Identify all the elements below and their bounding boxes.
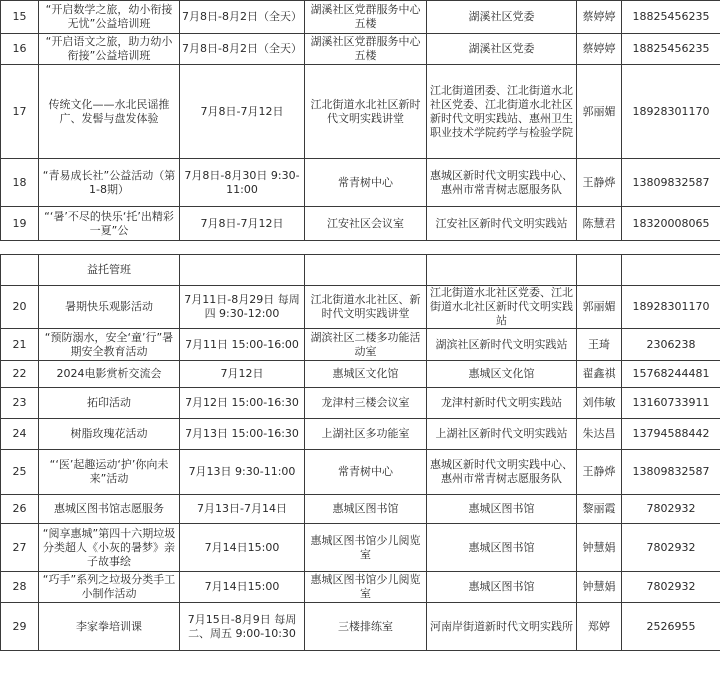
cell-location: 上湖社区多功能室 [305, 419, 427, 450]
cell-location: 湖溪社区党群服务中心五楼 [305, 34, 427, 65]
cell-location: 三楼排练室 [305, 603, 427, 651]
cell-location: 惠城区图书馆少儿阅览室 [305, 524, 427, 572]
cell-contact: 刘伟敏 [577, 388, 622, 419]
table-row [1, 495, 720, 524]
activity-table-top [0, 0, 720, 241]
cell-contact: 王静烨 [577, 159, 622, 207]
activity-table-bottom [0, 254, 720, 651]
cell-phone: 18825456235 [622, 1, 720, 34]
cell-phone: 18928301170 [622, 65, 720, 159]
cell-phone: 13160733911 [622, 388, 720, 419]
cell-contact: 王静烨 [577, 450, 622, 495]
cell-organizer: 江北街道团委、江北街道水北社区党委、江北街道水北社区新时代文明实践站、惠州卫生职业技术学院药学与检验学院 [427, 65, 577, 159]
table-row [1, 361, 720, 388]
cell-location: 江安社区会议室 [305, 207, 427, 241]
cell-no: 19 [1, 207, 39, 241]
table-row [1, 207, 720, 241]
cell-phone: 18320008065 [622, 207, 720, 241]
cell-no [1, 255, 39, 286]
cell-activity: “青易成长社”公益活动（第1-8期） [39, 159, 180, 207]
cell-organizer: 惠城区图书馆 [427, 524, 577, 572]
cell-no: 15 [1, 1, 39, 34]
cell-time: 7月13日-7月14日 [180, 495, 305, 524]
cell-organizer: 惠城区新时代文明实践中心、惠州市常青树志愿服务队 [427, 450, 577, 495]
cell-contact: 翟鑫祺 [577, 361, 622, 388]
cell-contact: 郭丽媚 [577, 286, 622, 329]
cell-phone [622, 255, 720, 286]
cell-phone: 7802932 [622, 495, 720, 524]
cell-time: 7月12日 15:00-16:30 [180, 388, 305, 419]
cell-time: 7月8日-7月12日 [180, 65, 305, 159]
cell-location: 常青树中心 [305, 159, 427, 207]
cell-organizer: 湖溪社区党委 [427, 34, 577, 65]
activity-table-top-body [1, 1, 720, 241]
table-row [1, 388, 720, 419]
table-row [1, 329, 720, 361]
cell-activity: “阅享惠城”第四十六期垃圾分类超人《小灰的暑梦》亲子故事绘 [39, 524, 180, 572]
cell-organizer: 河南岸街道新时代文明实践所 [427, 603, 577, 651]
cell-activity: 2024电影赏析交流会 [39, 361, 180, 388]
cell-time: 7月11日-8月29日 每周四 9:30-12:00 [180, 286, 305, 329]
cell-contact: 郑婷 [577, 603, 622, 651]
cell-time: 7月8日-7月12日 [180, 207, 305, 241]
cell-contact: 朱达昌 [577, 419, 622, 450]
table-row [1, 159, 720, 207]
cell-no: 23 [1, 388, 39, 419]
table-row [1, 34, 720, 65]
cell-no: 18 [1, 159, 39, 207]
cell-phone: 15768244481 [622, 361, 720, 388]
cell-phone: 13809832587 [622, 159, 720, 207]
table-row [1, 603, 720, 651]
cell-phone: 7802932 [622, 524, 720, 572]
table-row [1, 524, 720, 572]
cell-contact [577, 255, 622, 286]
cell-contact: 郭丽媚 [577, 65, 622, 159]
cell-time: 7月13日 9:30-11:00 [180, 450, 305, 495]
cell-time: 7月8日-8月2日（全天） [180, 34, 305, 65]
cell-activity: “预防溺水，安全‘童’行”暑期安全教育活动 [39, 329, 180, 361]
activity-table-bottom-body [1, 255, 720, 651]
cell-contact: 陈慧君 [577, 207, 622, 241]
cell-no: 22 [1, 361, 39, 388]
cell-phone: 13794588442 [622, 419, 720, 450]
table-row [1, 450, 720, 495]
cell-time: 7月8日-8月30日 9:30-11:00 [180, 159, 305, 207]
cell-location: 湖溪社区党群服务中心五楼 [305, 1, 427, 34]
cell-location: 龙津村三楼会议室 [305, 388, 427, 419]
cell-time: 7月14日15:00 [180, 524, 305, 572]
cell-no: 29 [1, 603, 39, 651]
cell-no: 27 [1, 524, 39, 572]
cell-organizer: 上湖社区新时代文明实践站 [427, 419, 577, 450]
cell-activity: 传统文化——水北民谣推广、发髻与盘发体验 [39, 65, 180, 159]
cell-activity: 李家拳培训课 [39, 603, 180, 651]
cell-no: 20 [1, 286, 39, 329]
cell-phone: 2526955 [622, 603, 720, 651]
page-break-gap [0, 244, 720, 254]
cell-time: 7月15日-8月9日 每周二、周五 9:00-10:30 [180, 603, 305, 651]
cell-time: 7月13日 15:00-16:30 [180, 419, 305, 450]
cell-time: 7月11日 15:00-16:00 [180, 329, 305, 361]
cell-activity: “‘医’起趣运动‘护’你向未来”活动 [39, 450, 180, 495]
cell-no: 21 [1, 329, 39, 361]
table-row [1, 1, 720, 34]
cell-organizer: 惠城区图书馆 [427, 495, 577, 524]
cell-activity: 树脂玫瑰花活动 [39, 419, 180, 450]
cell-activity: “开启数学之旅，幼小衔接无忧”公益培训班 [39, 1, 180, 34]
cell-organizer: 惠城区新时代文明实践中心、惠州市常青树志愿服务队 [427, 159, 577, 207]
cell-phone: 18928301170 [622, 286, 720, 329]
cell-location [305, 255, 427, 286]
cell-activity: “‘暑’不尽的快乐‘托’出精彩一夏”公 [39, 207, 180, 241]
cell-phone: 2306238 [622, 329, 720, 361]
cell-no: 26 [1, 495, 39, 524]
table-row [1, 419, 720, 450]
cell-phone: 18825456235 [622, 34, 720, 65]
cell-contact: 黎丽霞 [577, 495, 622, 524]
cell-organizer: 惠城区文化馆 [427, 361, 577, 388]
cell-location: 江北街道水北社区、新时代文明实践讲堂 [305, 286, 427, 329]
cell-phone: 7802932 [622, 572, 720, 603]
cell-location: 惠城区文化馆 [305, 361, 427, 388]
cell-activity: 拓印活动 [39, 388, 180, 419]
table-row [1, 286, 720, 329]
cell-contact: 蔡婷婷 [577, 34, 622, 65]
cell-time [180, 255, 305, 286]
cell-location: 江北街道水北社区新时代文明实践讲堂 [305, 65, 427, 159]
table-row [1, 572, 720, 603]
cell-no: 25 [1, 450, 39, 495]
cell-contact: 王琦 [577, 329, 622, 361]
cell-phone: 13809832587 [622, 450, 720, 495]
cell-organizer: 湖滨社区新时代文明实践站 [427, 329, 577, 361]
cell-organizer: 惠城区图书馆 [427, 572, 577, 603]
cell-no: 28 [1, 572, 39, 603]
cell-time: 7月12日 [180, 361, 305, 388]
cell-activity: 暑期快乐观影活动 [39, 286, 180, 329]
continuation-row [1, 255, 720, 286]
cell-activity: “巧手”系列之垃圾分类手工小制作活动 [39, 572, 180, 603]
table-row [1, 65, 720, 159]
cell-contact: 蔡婷婷 [577, 1, 622, 34]
cell-organizer [427, 255, 577, 286]
cell-time: 7月8日-8月2日（全天） [180, 1, 305, 34]
cell-no: 24 [1, 419, 39, 450]
cell-location: 湖滨社区二楼多功能活动室 [305, 329, 427, 361]
cell-organizer: 龙津村新时代文明实践站 [427, 388, 577, 419]
cell-location: 惠城区图书馆少儿阅览室 [305, 572, 427, 603]
cell-no: 16 [1, 34, 39, 65]
cell-activity: 惠城区图书馆志愿服务 [39, 495, 180, 524]
cell-activity-continuation: 益托管班 [39, 255, 180, 286]
cell-contact: 钟慧娟 [577, 572, 622, 603]
cell-no: 17 [1, 65, 39, 159]
cell-activity: “开启语文之旅，助力幼小衔接”公益培训班 [39, 34, 180, 65]
cell-contact: 钟慧娟 [577, 524, 622, 572]
cell-location: 惠城区图书馆 [305, 495, 427, 524]
cell-organizer: 湖溪社区党委 [427, 1, 577, 34]
cell-location: 常青树中心 [305, 450, 427, 495]
cell-organizer: 江北街道水北社区党委、江北街道水北社区新时代文明实践站 [427, 286, 577, 329]
cell-organizer: 江安社区新时代文明实践站 [427, 207, 577, 241]
cell-time: 7月14日15:00 [180, 572, 305, 603]
